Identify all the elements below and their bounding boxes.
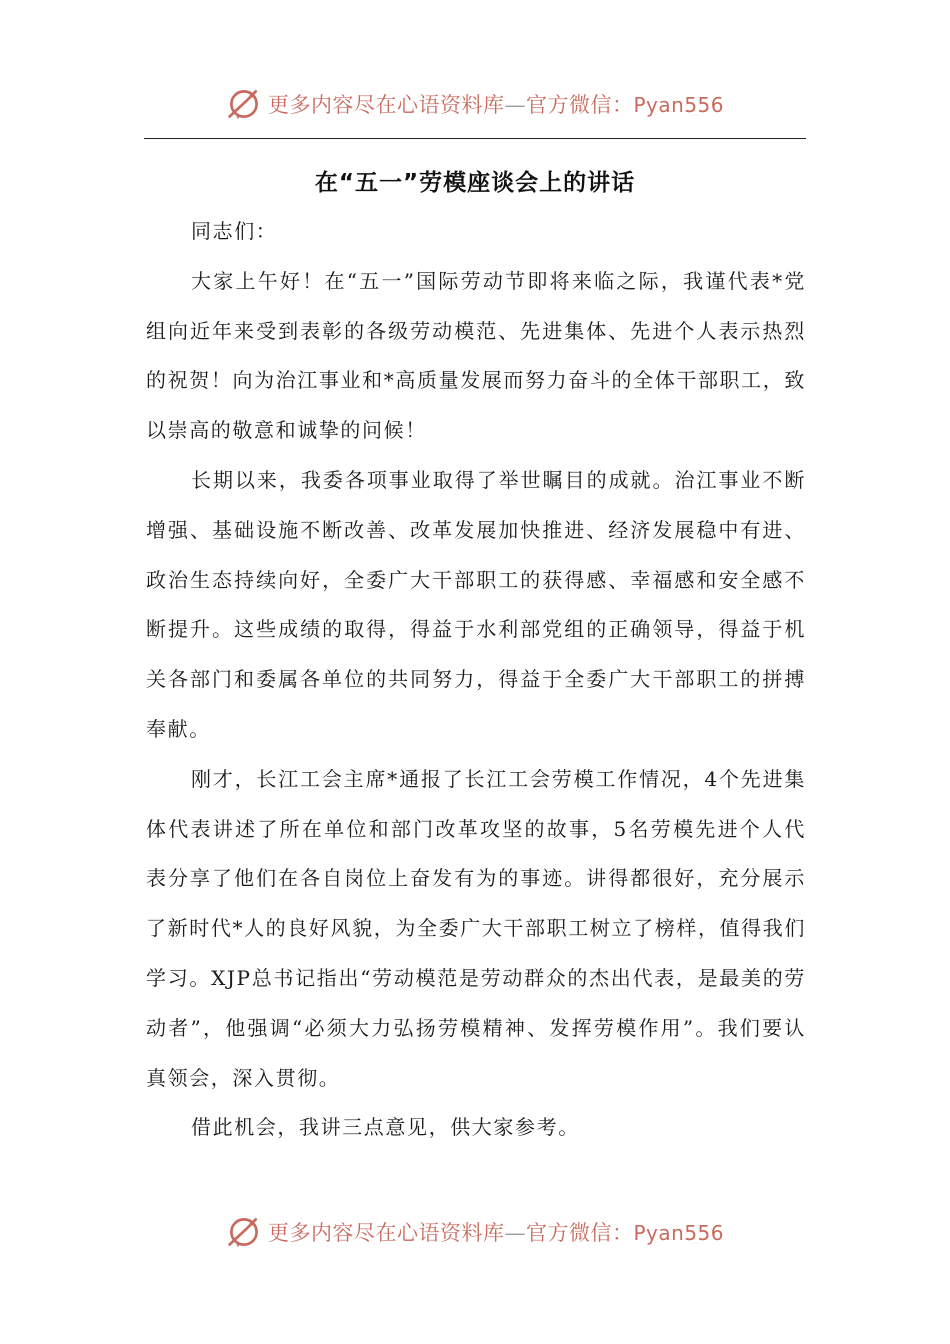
footer-watermark [0, 1210, 950, 1254]
document-body [146, 207, 806, 1153]
watermark-official: 官方微信： [525, 93, 634, 117]
watermark-label: 更多内容尽在心语资料库 [267, 93, 505, 117]
watermark-official: 官方微信： [525, 1221, 634, 1245]
brush-pen-logo-icon [226, 1214, 262, 1250]
document-title: 在“五一”劳模座谈会上的讲话 [314, 170, 636, 196]
header-watermark [0, 82, 950, 126]
watermark-separator: — [504, 93, 526, 117]
watermark-wechat-id: Pyan556 [633, 93, 724, 117]
paragraph-3: 刚才，长江工会主席*通报了长江工会劳模工作情况，4个先进集体代表讲述了所在单位和部门改革攻坚的故事，5名劳模先进个人代表分享了他们在各自岗位上奋发有为的事迹。讲得都很好，充分展示了新时代*人的良好风貌，为全委广大干部职工树立了榜样，值得我们学习。XJP总书记指出“劳动模范是劳动群众的杰出代表，是最美的劳动者”，他强调“必须大力弘扬劳模精神、发挥劳模作用”。我们要认真领会，深入贯彻。 [146, 766, 806, 1090]
salutation: 同志们： [191, 219, 278, 243]
brush-pen-logo-icon [226, 86, 262, 122]
watermark-text [268, 89, 724, 119]
watermark-label: 更多内容尽在心语资料库 [267, 1221, 505, 1245]
paragraph-2: 长期以来，我委各项事业取得了举世瞩目的成就。治江事业不断增强、基础设施不断改善、改革发展加快推进、经济发展稳中有进、政治生态持续向好，全委广大干部职工的获得感、幸福感和安全感不断提升。这些成绩的取得，得益于水利部党组的正确领导，得益于机关各部门和委属各单位的共同努力，得益于全委广大干部职工的拼搏奉献。 [146, 467, 806, 741]
paragraph-4: 借此机会，我讲三点意见，供大家参考。 [191, 1115, 580, 1140]
watermark-separator: — [504, 1221, 526, 1245]
header-divider [144, 138, 806, 139]
paragraph-1: 大家上午好！在“五一”国际劳动节即将来临之际，我谨代表*党组向近年来受到表彰的各级劳动模范、先进集体、先进个人表示热烈的祝贺！向为治江事业和*高质量发展而努力奋斗的全体干部职工，致以崇高的敬意和诚挚的问候！ [146, 268, 806, 443]
watermark-wechat-id: Pyan556 [633, 1221, 724, 1245]
watermark-text [268, 1217, 724, 1247]
